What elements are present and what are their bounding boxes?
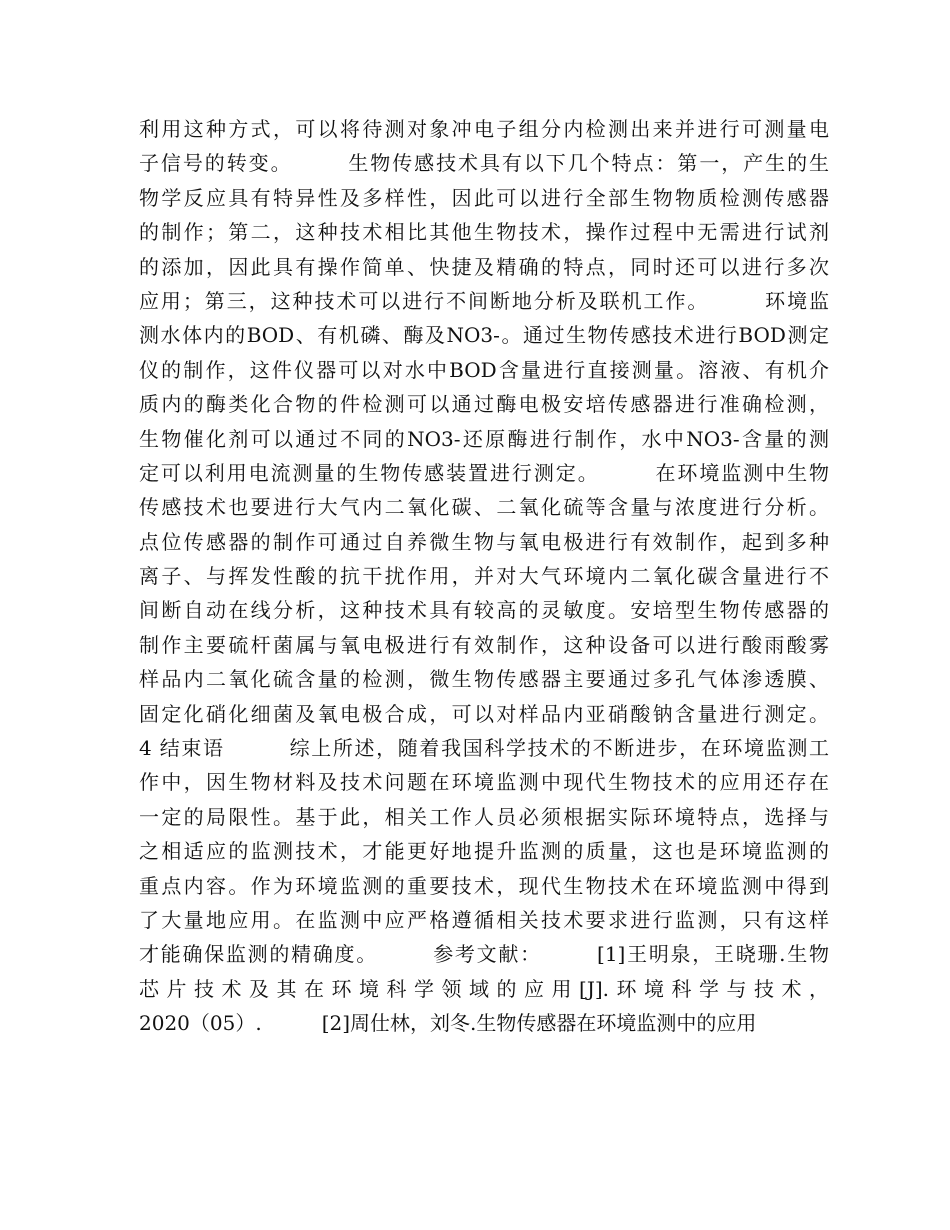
- reference-line: 芯片技术及其在环境科学领域的应用[J].环境科学与技术，: [139, 976, 829, 1001]
- text-line: 重点内容。作为环境监测的重要技术，现代生物技术在环境监测中得到: [139, 873, 829, 898]
- text-line: 之相适应的监测技术，才能更好地提升监测的质量，这也是环境监测的: [139, 839, 829, 864]
- text-line: 固定化硝化细菌及氧电极合成，可以对样品内亚硝酸钠含量进行测定。: [139, 701, 829, 726]
- text-line: 制作主要硫杆菌属与氧电极进行有效制作，这种设备可以进行酸雨酸雾: [139, 632, 829, 657]
- text-line: 一定的局限性。基于此，相关工作人员必须根据实际环境特点，选择与: [139, 804, 829, 829]
- text-line: 作中，因生物材料及技术问题在环境监测中现代生物技术的应用还存在: [139, 770, 829, 795]
- text-line: 了大量地应用。在监测中应严格遵循相关技术要求进行监测，只有这样: [139, 907, 829, 932]
- text-line: 样品内二氧化硫含量的检测，微生物传感器主要通过多孔气体渗透膜、: [139, 667, 829, 692]
- body-text: [139, 112, 829, 1041]
- text-line: 定可以利用电流测量的生物传感装置进行测定。 在环境监测中生物: [139, 460, 829, 485]
- reference-line: 2020（05）. [2]周仕林，刘冬.生物传感器在环境监测中的应用: [139, 1011, 757, 1036]
- text-line: 仪的制作，这件仪器可以对水中BOD含量进行直接测量。溶液、有机介: [139, 357, 829, 382]
- text-line: 测水体内的BOD、有机磷、酶及NO3-。通过生物传感技术进行BOD测定: [139, 323, 829, 348]
- text-line: 利用这种方式，可以将待测对象冲电子组分内检测出来并进行可测量电: [139, 117, 829, 141]
- text-line: 物学反应具有特异性及多样性，因此可以进行全部生物物质检测传感器: [139, 185, 829, 210]
- text-line: 子信号的转变。 生物传感技术具有以下几个特点：第一，产生的生: [139, 151, 829, 176]
- text-line: 间断自动在线分析，这种技术具有较高的灵敏度。安培型生物传感器的: [139, 598, 829, 623]
- text-line: 传感技术也要进行大气内二氧化碳、二氧化硫等含量与浓度进行分析。: [139, 495, 829, 520]
- references-line: 才能确保监测的精确度。 参考文献： [1]王明泉，王晓珊.生物: [139, 942, 829, 967]
- text-line: 应用；第三，这种技术可以进行不间断地分析及联机工作。 环境监: [139, 288, 829, 313]
- section-heading-line: 4 结束语 综上所述，随着我国科学技术的不断进步，在环境监测工: [139, 736, 829, 761]
- text-line: 的添加，因此具有操作简单、快捷及精确的特点，同时还可以进行多次: [139, 254, 829, 279]
- text-line: 离子、与挥发性酸的抗干扰作用，并对大气环境内二氧化碳含量进行不: [139, 564, 829, 589]
- text-line: 质内的酶类化合物的件检测可以通过酶电极安培传感器进行准确检测，: [139, 392, 829, 417]
- text-line: 生物催化剂可以通过不同的NO3-还原酶进行制作，水中NO3-含量的测: [139, 426, 829, 451]
- text-line: 的制作；第二，这种技术相比其他生物技术，操作过程中无需进行试剂: [139, 220, 829, 245]
- text-line: 点位传感器的制作可通过自养微生物与氧电极进行有效制作，起到多种: [139, 529, 829, 554]
